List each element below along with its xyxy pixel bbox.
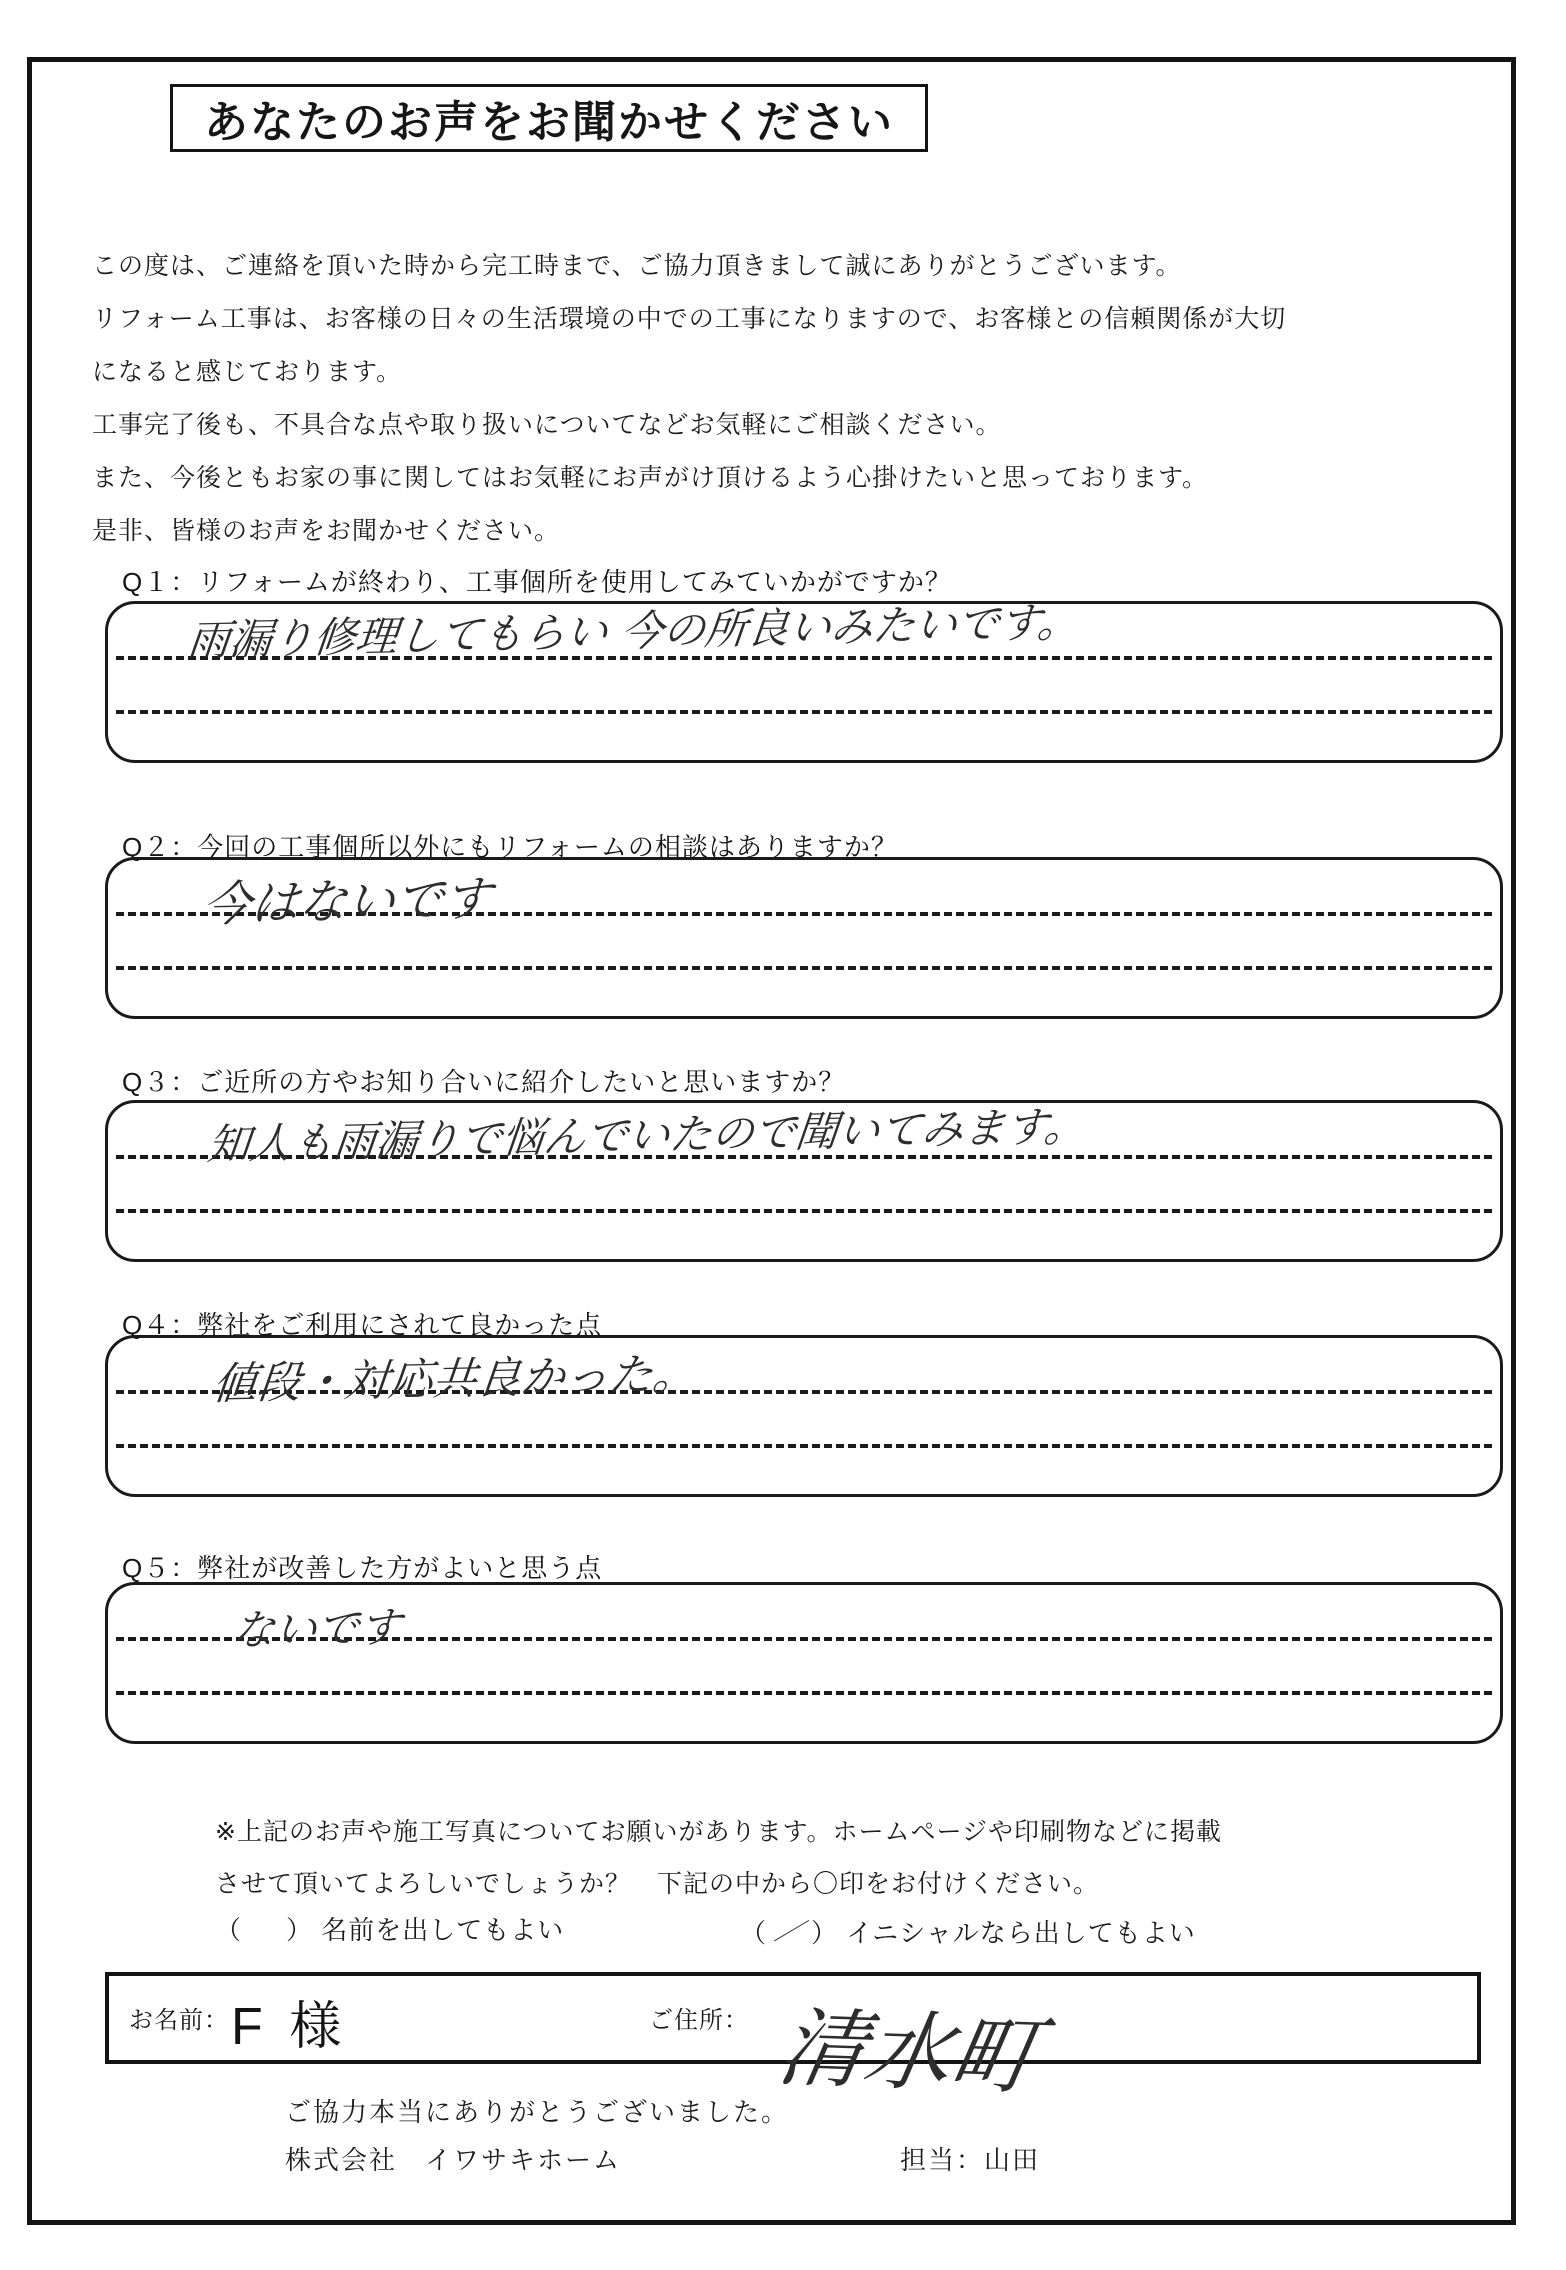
company-name: 株式会社 イワサキホーム <box>285 2145 622 2175</box>
close-paren: ） <box>286 1915 314 1945</box>
address-field-label: ご住所： <box>649 2007 749 2034</box>
publication-note-line-1: ※上記のお声や施工写真についてお願いがあります。ホームページや印刷物などに掲載 <box>215 1818 1222 1846</box>
answer-ruled-line <box>116 1444 1492 1448</box>
question-1-label: Q１：リフォームが終わり、工事個所を使用してみていかがですか？ <box>122 567 952 597</box>
answer-ruled-line <box>116 966 1492 970</box>
close-paren: ） <box>811 1918 839 1948</box>
intro-line: 是非、皆様のお声をお聞かせください。 <box>92 517 561 545</box>
page-title: あなたのお声をお聞かせください <box>204 98 894 147</box>
customer-name: F 様 <box>231 1998 348 2056</box>
question-4-label: Q４：弊社をご利用にされて良かった点 <box>122 1310 603 1340</box>
option-mark-slot <box>767 1910 811 1950</box>
thanks-message: ご協力本当にありがとうございました。 <box>285 2097 790 2127</box>
question-3-handwritten-answer: 知人も雨漏りで悩んでいたので聞いてみます。 <box>205 1101 1089 1169</box>
open-paren: （ <box>215 1915 243 1945</box>
intro-line: リフォーム工事は、お客様の日々の生活環境の中での工事になりますので、お客様との信頼関係が大切 <box>92 305 1287 333</box>
option-mark-slash: ／ <box>772 1913 806 1950</box>
open-paren: （ <box>740 1918 768 1948</box>
question-1-handwritten-answer: 雨漏り修理してもらい 今の所良いみたいです。 <box>185 597 1083 665</box>
intro-line: この度は、ご連絡を頂いた時から完工時まで、ご協力頂きまして誠にありがとうございます。 <box>92 252 1182 280</box>
permission-option-initial <box>740 1910 1196 1950</box>
intro-paragraph <box>92 240 1492 558</box>
option-label: イニシャルなら出してもよい <box>846 1918 1196 1948</box>
intro-line: 工事完了後も、不具合な点や取り扱いについてなどお気軽にご相談ください。 <box>92 411 1002 439</box>
intro-line: になると感じております。 <box>92 358 403 386</box>
question-4-handwritten-answer: 値段・対応共良かった。 <box>210 1348 700 1410</box>
question-5-label: Q５：弊社が改善した方がよいと思う点 <box>122 1553 603 1583</box>
answer-ruled-line <box>116 1691 1492 1695</box>
staff-name: 担当：山田 <box>900 2145 1041 2175</box>
question-5-handwritten-answer: ないです <box>230 1602 404 1655</box>
option-mark-slot <box>242 1916 286 1947</box>
question-2-handwritten-answer: 今はないです <box>200 870 494 933</box>
permission-option-name <box>215 1910 564 1947</box>
publication-note-line-2: させて頂いてよろしいでしょうか？ 下記の中から〇印をお付けください。 <box>215 1870 1100 1898</box>
answer-ruled-line <box>116 1209 1492 1213</box>
name-field-label: お名前： <box>129 2007 229 2034</box>
title-box <box>170 84 928 152</box>
option-label: 名前を出してもよい <box>321 1915 565 1945</box>
question-3-label: Q３：ご近所の方やお知り合いに紹介したいと思いますか？ <box>122 1067 846 1097</box>
answer-ruled-line <box>116 710 1492 714</box>
customer-address-handwritten: 清水町 <box>770 1998 1047 2108</box>
question-2-label: Q２：今回の工事個所以外にもリフォームの相談はありますか？ <box>122 832 898 862</box>
intro-line: また、今後ともお家の事に関してはお気軽にお声がけ頂けるよう心掛けたいと思っております。 <box>92 464 1209 492</box>
